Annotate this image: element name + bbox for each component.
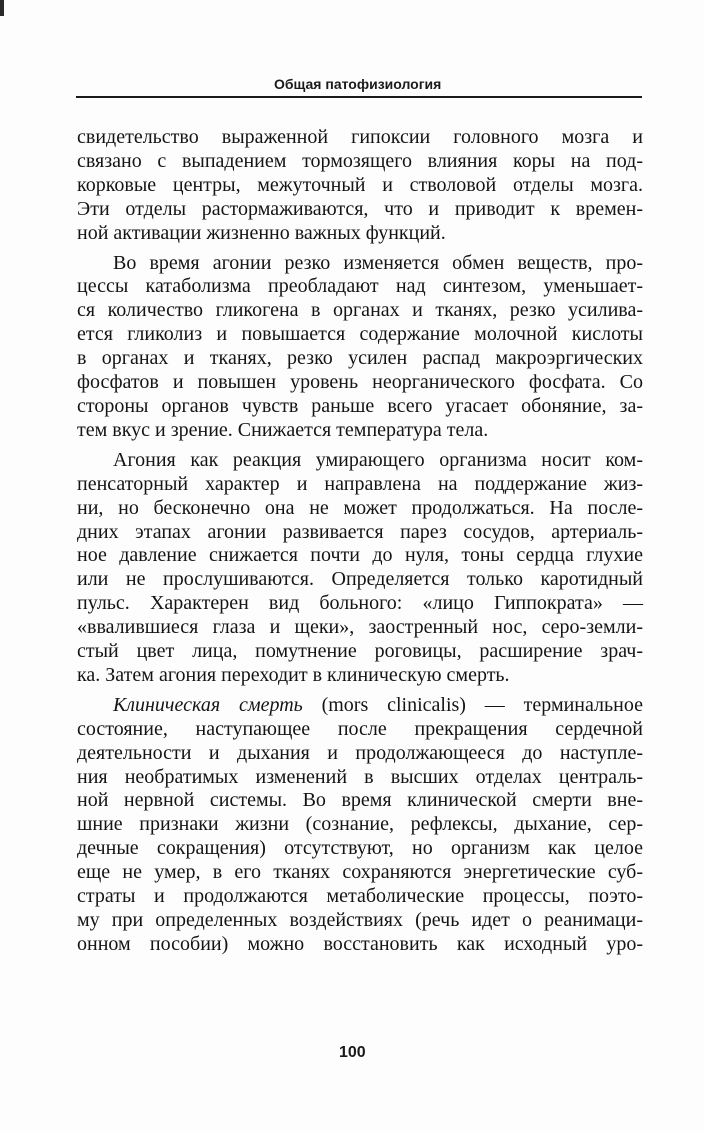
text-line: стороны органов чувств раньше всего угасает обоняние, за- [77,394,643,417]
text-line: дечные сокращения) отсутствуют, но организм как целое [77,837,643,860]
text-line: Во время агонии резко изменяется обмен веществ, про- [113,251,643,274]
text-line: шние признаки жизни (сознание, рефлексы, дыхание, сер- [77,813,643,836]
text-line: му при определенных воздействиях (речь идет о реанимаци- [77,909,643,931]
running-title: Общая патофизиология [274,76,442,92]
text-line: пенсаторный характер и направлена на поддержание жиз- [77,472,643,495]
scan-edge-mark [0,0,4,16]
text-line: тем вкус и зрение. Снижается температура тела. [77,418,489,441]
text-line: деятельности и дыхания и продолжающееся до наступле- [77,741,643,764]
text-line: связано с выпадением тормозящего влияния коры на под- [77,149,643,172]
text-line: страты и продолжаются метаболические процессы, поэто- [77,885,643,908]
text-line: состояние, наступающее после прекращения сердечной [77,717,643,740]
text-line [77,694,643,718]
text-line: ни, но бесконечно она не может продолжаться. На после- [77,496,643,519]
text-fragment: (mors clinicalis) — терминальное [302,693,643,716]
text-line: цессы катаболизма преобладают над синтезом, уменьшает- [77,275,643,298]
text-line: еще не умер, в его тканях сохраняются энергетические суб- [77,861,643,884]
text-line: «ввалившиеся глаза и щеки», заостренный нос, серо-земли- [77,616,643,639]
text-line: Агония как реакция умирающего организма носит ком- [113,448,643,471]
text-line: фосфатов и повышен уровень неорганического фосфата. Со [77,371,643,394]
page-number: 100 [339,1044,366,1061]
text-line: ной нервной системы. Во время клинической смерти вне- [77,789,643,812]
text-line: ной активации жизненно важных функций. [77,221,446,244]
term-clinical-death: Клиническая смерть [113,693,303,716]
text-line: ка. Затем агония переходит в клиническую смерть. [77,663,510,686]
text-line: или не прослушиваются. Определяется только каротидный [77,568,643,591]
header-rule [76,96,642,98]
text-line: дних этапах агонии развивается парез сосудов, артериаль- [77,520,643,543]
text-line: ния необратимых изменений в высших отделах централь- [77,765,643,788]
text-line: стый цвет лица, помутнение роговицы, расширение зрач- [77,640,643,663]
paragraph-1 [77,126,643,246]
body-text [77,126,643,957]
text-line: ся количество гликогена в органах и тканях, резко усилива- [77,299,643,322]
paragraph-4 [77,694,643,957]
text-line: ное давление снижается почти до нуля, тоны сердца глухие [77,544,643,567]
text-line: пульс. Характерен вид больного: «лицо Гиппократа» — [77,592,643,615]
text-line: в органах и тканях, резко усилен распад макроэргических [77,347,643,370]
text-line: онном пособии) можно восстановить как исходный уро- [77,932,643,955]
paragraph-2 [77,252,643,443]
text-line: свидетельство выраженной гипоксии головного мозга и [77,126,643,148]
text-line: Эти отделы растормаживаются, что и приводит к времен- [77,197,643,220]
text-line: ется гликолиз и повышается содержание молочной кислоты [77,323,643,346]
text-line: корковые центры, межуточный и стволовой отделы мозга. [77,173,643,196]
paragraph-3 [77,449,643,688]
